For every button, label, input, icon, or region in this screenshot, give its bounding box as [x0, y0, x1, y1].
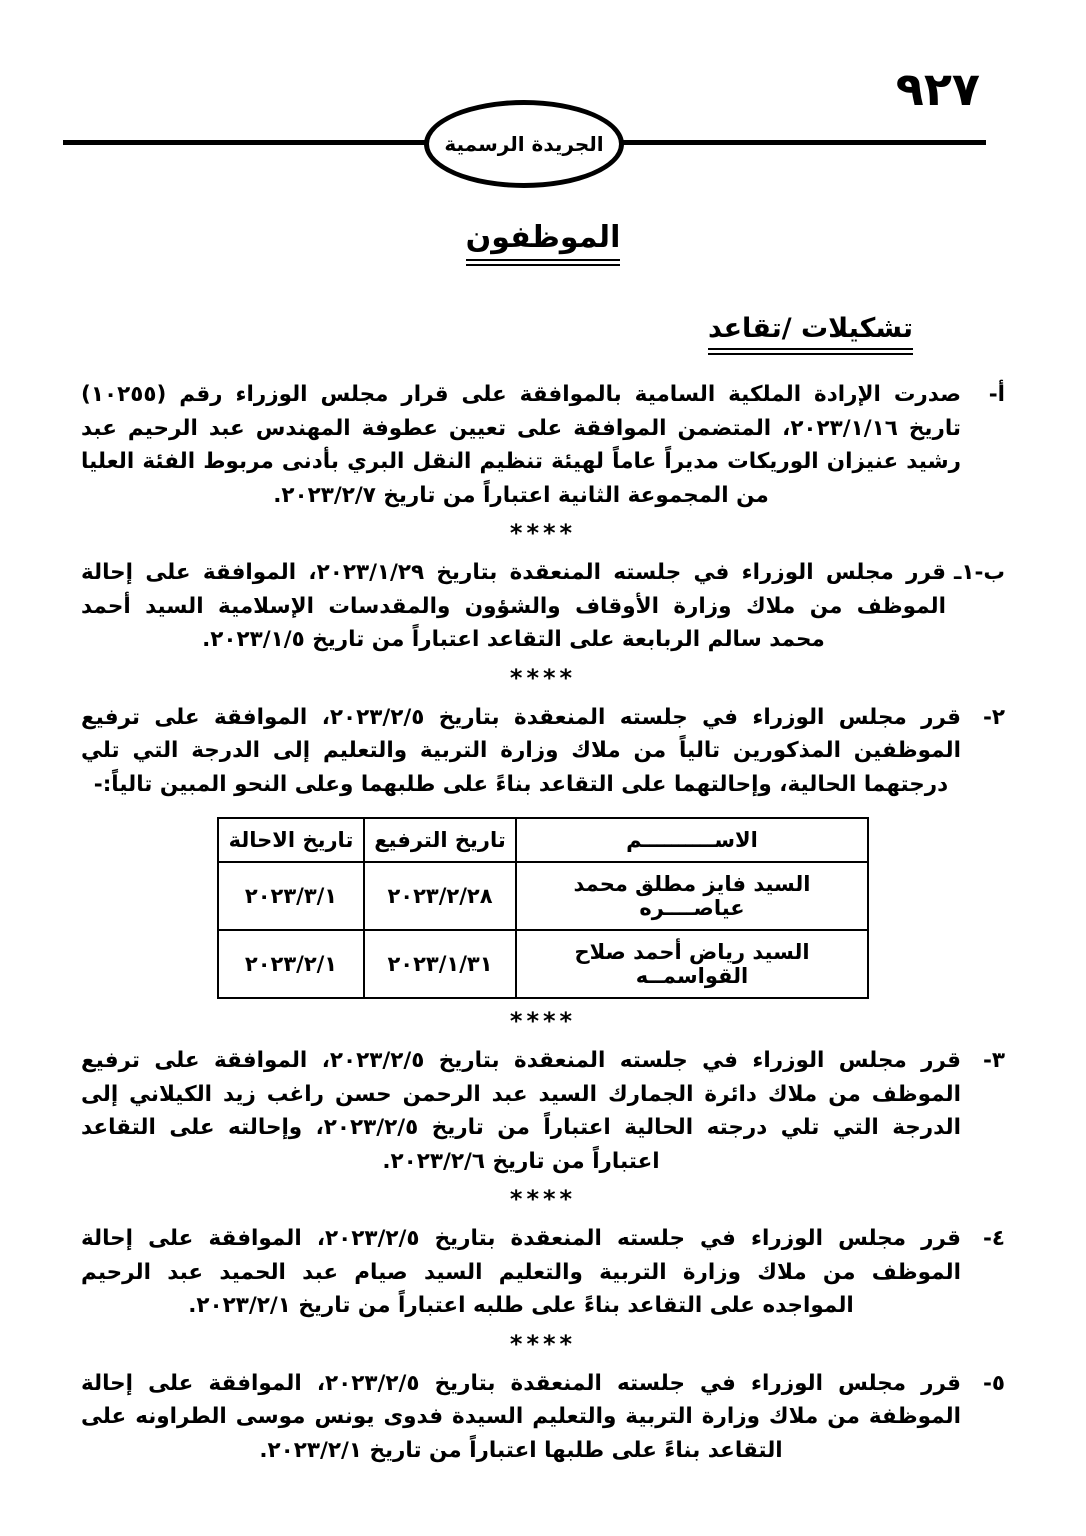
- paragraph-marker: ٣-: [982, 1048, 1005, 1073]
- table-row: [218, 862, 868, 930]
- page-content: [81, 204, 1005, 1467]
- cell-referral-date: ٢٠٢٣/٣/١: [218, 862, 364, 930]
- stars-separator: ****: [509, 519, 577, 547]
- cell-promotion-date: ٢٠٢٣/٢/٢٨: [364, 862, 516, 930]
- page-number: ٩٢٧: [895, 62, 980, 116]
- gazette-badge: [424, 100, 624, 188]
- decree-paragraph-4: [81, 1222, 1005, 1323]
- stars-separator: ****: [509, 1329, 577, 1358]
- page-title: [81, 220, 1005, 261]
- paragraph-text: صدرت الإرادة الملكية السامية بالموافقة على قرار مجلس الوزراء رقم (١٠٢٥٥) تاريخ ٢٠٢٣/١/١٦، المتضمن الموافقة على تعيين عطوفة المهندس عبد الرحيم عبد رشيد عنيزان الوريكات مديراً عاماً لهيئة تنظيم النقل البري بأدنى مربوط الفئة العليا من المجموعة الثانية اعتباراً من تاريخ ٢٠٢٣/٢/٧.: [81, 382, 961, 508]
- paragraph-text: قرر مجلس الوزراء في جلسته المنعقدة بتاريخ ٢٠٢٣/٢/٥، الموافقة على إحالة الموظف من ملاك وزارة التربية والتعليم السيد صيام عبد الحميد عبد الرحيم المواجده على التقاعد بناءً على طلبه اعتباراً من تاريخ ٢٠٢٣/٢/١.: [81, 1226, 961, 1318]
- paragraph-text: قرر مجلس الوزراء في جلسته المنعقدة بتاريخ ٢٠٢٣/٢/٥، الموافقة على إحالة الموظفة من ملاك وزارة التربية والتعليم السيدة فدوى يونس موسى الطراونه على التقاعد بناءً على طلبها اعتباراً من تاريخ ٢٠٢٣/٢/١.: [81, 1370, 961, 1463]
- header-cell-promotion-date: تاريخ الترفيع: [364, 818, 516, 862]
- decree-paragraph-a: [81, 378, 1005, 512]
- paragraph-marker: ٥-: [982, 1370, 1005, 1396]
- retirement-table: [217, 817, 869, 999]
- stars-separator: ****: [509, 663, 577, 692]
- stars-separator: ****: [509, 1185, 577, 1213]
- header-cell-referral-date: تاريخ الاحالة: [218, 818, 364, 862]
- decree-paragraph-5: [81, 1367, 1005, 1468]
- cell-name: السيد رياض أحمد صلاح القواسمــه: [516, 930, 868, 998]
- stars-separator: ****: [509, 1007, 577, 1035]
- gazette-badge-label: الجريدة الرسمية: [444, 132, 604, 156]
- decree-paragraph-3: [81, 1044, 1005, 1178]
- cell-referral-date: ٢٠٢٣/٢/١: [218, 930, 364, 998]
- paragraph-text: قرر مجلس الوزراء في جلسته المنعقدة بتاريخ ٢٠٢٣/٢/٥، الموافقة على ترفيع الموظف من ملاك دائرة الجمارك السيد عبد الرحمن حسن راغب زيد الكيلاني إلى الدرجة التي تلي درجته الحالية اعتباراً من تاريخ ٢٠٢٣/٢/٥، وإحالته على التقاعد اعتباراً من تاريخ ٢٠٢٣/٢/٦.: [81, 1048, 961, 1174]
- paragraph-marker: ٤-: [982, 1226, 1005, 1251]
- cell-name: السيد فايز مطلق محمد عياصــــره: [516, 862, 868, 930]
- page-title-text: الموظفون: [465, 220, 621, 255]
- decree-paragraph-2: [81, 701, 1005, 802]
- decree-list: [81, 378, 1005, 1467]
- table-header-row: [218, 818, 868, 862]
- header-cell-name: الاســــــــــم: [516, 818, 868, 862]
- cell-promotion-date: ٢٠٢٣/١/٣١: [364, 930, 516, 998]
- paragraph-marker: ب-١ـ: [953, 560, 1005, 585]
- paragraph-text: قرر مجلس الوزراء في جلسته المنعقدة بتاريخ ٢٠٢٣/١/٢٩، الموافقة على إحالة الموظف من ملاك وزارة الأوقاف والشؤون والمقدسات الإسلامية السيد أحمد محمد سالم الربابعة على التقاعد اعتباراً من تاريخ ٢٠٢٣/١/٥.: [81, 560, 946, 652]
- paragraph-text: قرر مجلس الوزراء في جلسته المنعقدة بتاريخ ٢٠٢٣/٢/٥، الموافقة على ترفيع الموظفين المذكورين تالياً من ملاك وزارة التربية والتعليم إلى الدرجة التي تلي درجتهما الحالية، وإحالتهما على التقاعد بناءً على طلبهما وعلى النحو المبين تالياً:-: [81, 704, 961, 797]
- paragraph-marker: أ-: [988, 382, 1005, 407]
- decree-paragraph-b1: [81, 556, 1005, 657]
- paragraph-marker: ٢-: [982, 704, 1005, 730]
- table-row: [218, 930, 868, 998]
- section-heading-text: تشكيلات /تقاعد: [708, 313, 913, 344]
- section-heading: [81, 313, 1005, 350]
